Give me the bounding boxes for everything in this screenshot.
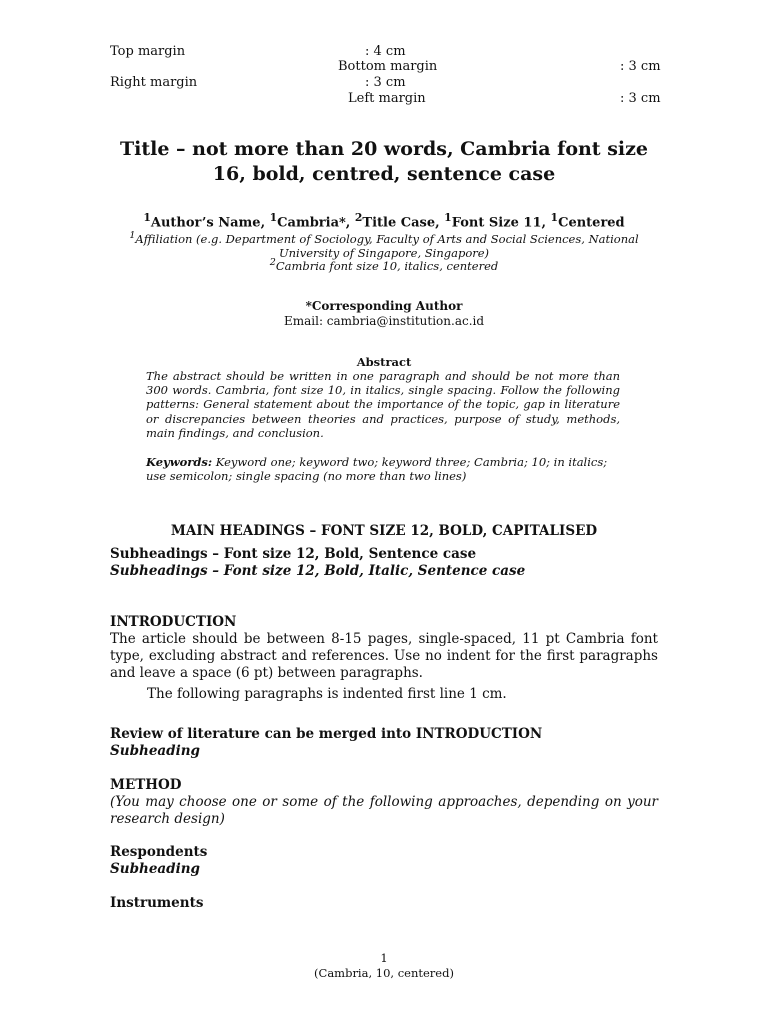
affiliation-1 [110, 229, 658, 260]
keywords-text: Keyword one; keyword two; keyword three; Cambria; 10; in italics; use semicolon; single spacing (no more than two lines) [146, 455, 608, 484]
affiliation-sup: 1 [129, 230, 136, 241]
review-subheading: Subheading [110, 743, 200, 759]
author-name: Author’s Name, [150, 215, 270, 231]
bottom-margin-label: Bottom margin [338, 59, 438, 74]
corresponding-email: Email: cambria@institution.ac.id [283, 314, 485, 328]
right-margin-label: Right margin [110, 75, 198, 90]
author-sup: 1 [444, 211, 452, 224]
author-sup: 1 [550, 211, 559, 224]
author-sup: 1 [143, 211, 151, 224]
subheading-sample: Subheadings – Font size 12, Bold, Sentence case [110, 546, 477, 562]
author-name: Cambria*, [277, 215, 355, 231]
top-margin-label: Top margin [110, 44, 186, 59]
method-heading: METHOD [110, 777, 182, 793]
affiliation-text: Affiliation (e.g. Department of Sociology, Faculty of Arts and Social Sciences, National University of Singapore, Singapore) [135, 231, 639, 260]
left-margin-label: Left margin [348, 91, 426, 106]
footer-note: (Cambria, 10, centered) [314, 966, 454, 980]
abstract-text: The abstract should be written in one paragraph and should be not more than 300 words. Cambria, font size 10, in italics, single spacing. Follow the following patterns: General statement about the importance of the topic, gap in literature or discrepancies between theories and practices, purpose of study, methods, main findings, and conclusion. [146, 369, 620, 440]
respondents-subheading: Subheading [110, 861, 200, 877]
right-margin-value: : 3 cm [365, 75, 406, 90]
author-sup: 1 [269, 211, 278, 224]
abstract-heading: Abstract [356, 355, 412, 369]
keywords-label: Keywords: [146, 455, 213, 469]
main-heading-sample: MAIN HEADINGS – FONT SIZE 12, BOLD, CAPITALISED [170, 523, 598, 539]
subheading-italic-sample: Subheadings – Font size 12, Bold, Italic, Sentence case [110, 563, 526, 579]
left-margin-value: : 3 cm [620, 91, 661, 106]
corresponding-author-label: *Corresponding Author [305, 299, 463, 313]
respondents-heading: Respondents [110, 844, 208, 860]
keywords [146, 455, 620, 483]
author-sup: 2 [354, 211, 363, 224]
introduction-heading: INTRODUCTION [110, 614, 237, 630]
method-note: (You may choose one or some of the following approaches, depending on your research design) [110, 794, 658, 827]
bottom-margin-value: : 3 cm [620, 59, 661, 74]
author-name: Font Size 11, [451, 215, 551, 231]
instruments-heading: Instruments [110, 895, 204, 911]
author-name: Centered [558, 215, 625, 231]
author-line [110, 211, 658, 230]
review-heading: Review of literature can be merged into INTRODUCTION [110, 726, 543, 742]
top-margin-value: : 4 cm [365, 44, 406, 59]
introduction-paragraph-1: The article should be between 8-15 pages, single-spaced, 11 pt Cambria font type, excluding abstract and references. Use no indent for the first paragraphs and leave a space (6 pt) between paragraphs. [110, 631, 658, 681]
affiliation-text: Cambria font size 10, italics, centered [275, 258, 499, 273]
introduction-paragraph-2: The following paragraphs is indented first line 1 cm. [147, 686, 507, 702]
paper-title: Title – not more than 20 words, Cambria font size 16, bold, centred, sentence case [120, 138, 648, 185]
page-number: 1 [380, 951, 388, 965]
affiliation-sup: 2 [269, 257, 276, 268]
affiliation-2 [110, 257, 658, 273]
author-name: Title Case, [362, 215, 445, 231]
